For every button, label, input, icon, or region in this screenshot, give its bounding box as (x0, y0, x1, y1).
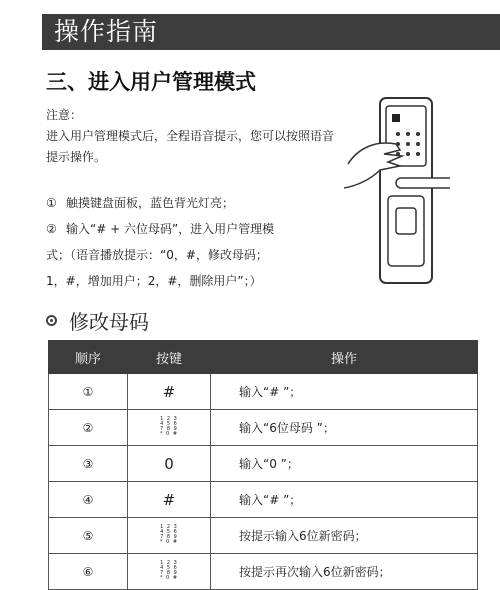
section-title: 三、进入用户管理模式 (46, 70, 256, 94)
step-text: 式；（语音播放提示：“0，#，修改母码； (46, 248, 268, 262)
step-text: 输入“# + 六位母码”，进入用户管理模 (66, 222, 275, 236)
row-order: ⑤ (49, 518, 128, 554)
row-operation: 输入“# ”； (211, 482, 478, 518)
row-order: ④ (49, 482, 128, 518)
table-row (49, 482, 478, 518)
column-header-order: 顺序 (49, 341, 128, 374)
row-operation: 输入“6位母码 ”； (211, 410, 478, 446)
row-order: ⑥ (49, 554, 128, 590)
row-key (128, 410, 211, 446)
step-text: 1，#，增加用户；2，#，删除用户”；） (46, 274, 262, 288)
row-order: ② (49, 410, 128, 446)
instruction-table (48, 340, 478, 590)
keypad-icon: 1 2 3 4 5 6 7 8 9 * 0 # (159, 523, 179, 545)
column-header-operation: 操作 (211, 341, 478, 374)
row-order: ③ (49, 446, 128, 482)
table-row (49, 518, 478, 554)
step-continuation (46, 242, 346, 268)
table-row (49, 410, 478, 446)
row-operation: 输入“# ”； (211, 374, 478, 410)
row-operation: 按提示再次输入6位新密码； (211, 554, 478, 590)
row-order: ① (49, 374, 128, 410)
note-text: 进入用户管理模式后，全程语音提示，您可以按照语音提示操作。 (46, 129, 335, 164)
steps-list (46, 190, 346, 294)
door-lock-illustration (340, 96, 450, 286)
step-number: ① (46, 196, 57, 210)
page-header (42, 14, 500, 50)
row-key: # (128, 374, 211, 410)
step-continuation (46, 268, 346, 294)
table-row (49, 446, 478, 482)
step-item (46, 190, 346, 216)
subsection-title (46, 306, 149, 335)
table-row (49, 374, 478, 410)
row-key (128, 518, 211, 554)
row-key: # (128, 482, 211, 518)
circle-bullet-icon (46, 315, 57, 326)
row-key (128, 554, 211, 590)
column-header-key: 按键 (128, 341, 211, 374)
step-number: ② (46, 222, 57, 236)
keypad-icon: 1 2 3 4 5 6 7 8 9 * 0 # (159, 559, 179, 581)
step-text: 触摸键盘面板，蓝色背光灯亮； (66, 196, 235, 210)
table-header-row (49, 341, 478, 374)
subsection-title-text: 修改母码 (69, 310, 149, 334)
keypad-icon: 1 2 3 4 5 6 7 8 9 * 0 # (159, 415, 179, 437)
step-item (46, 216, 346, 242)
note-label: 注意： (46, 108, 83, 122)
table-row (49, 554, 478, 590)
row-operation: 按提示输入6位新密码； (211, 518, 478, 554)
row-key: 0 (128, 446, 211, 482)
page-header-title: 操作指南 (54, 17, 159, 46)
row-operation: 输入“0 ”； (211, 446, 478, 482)
